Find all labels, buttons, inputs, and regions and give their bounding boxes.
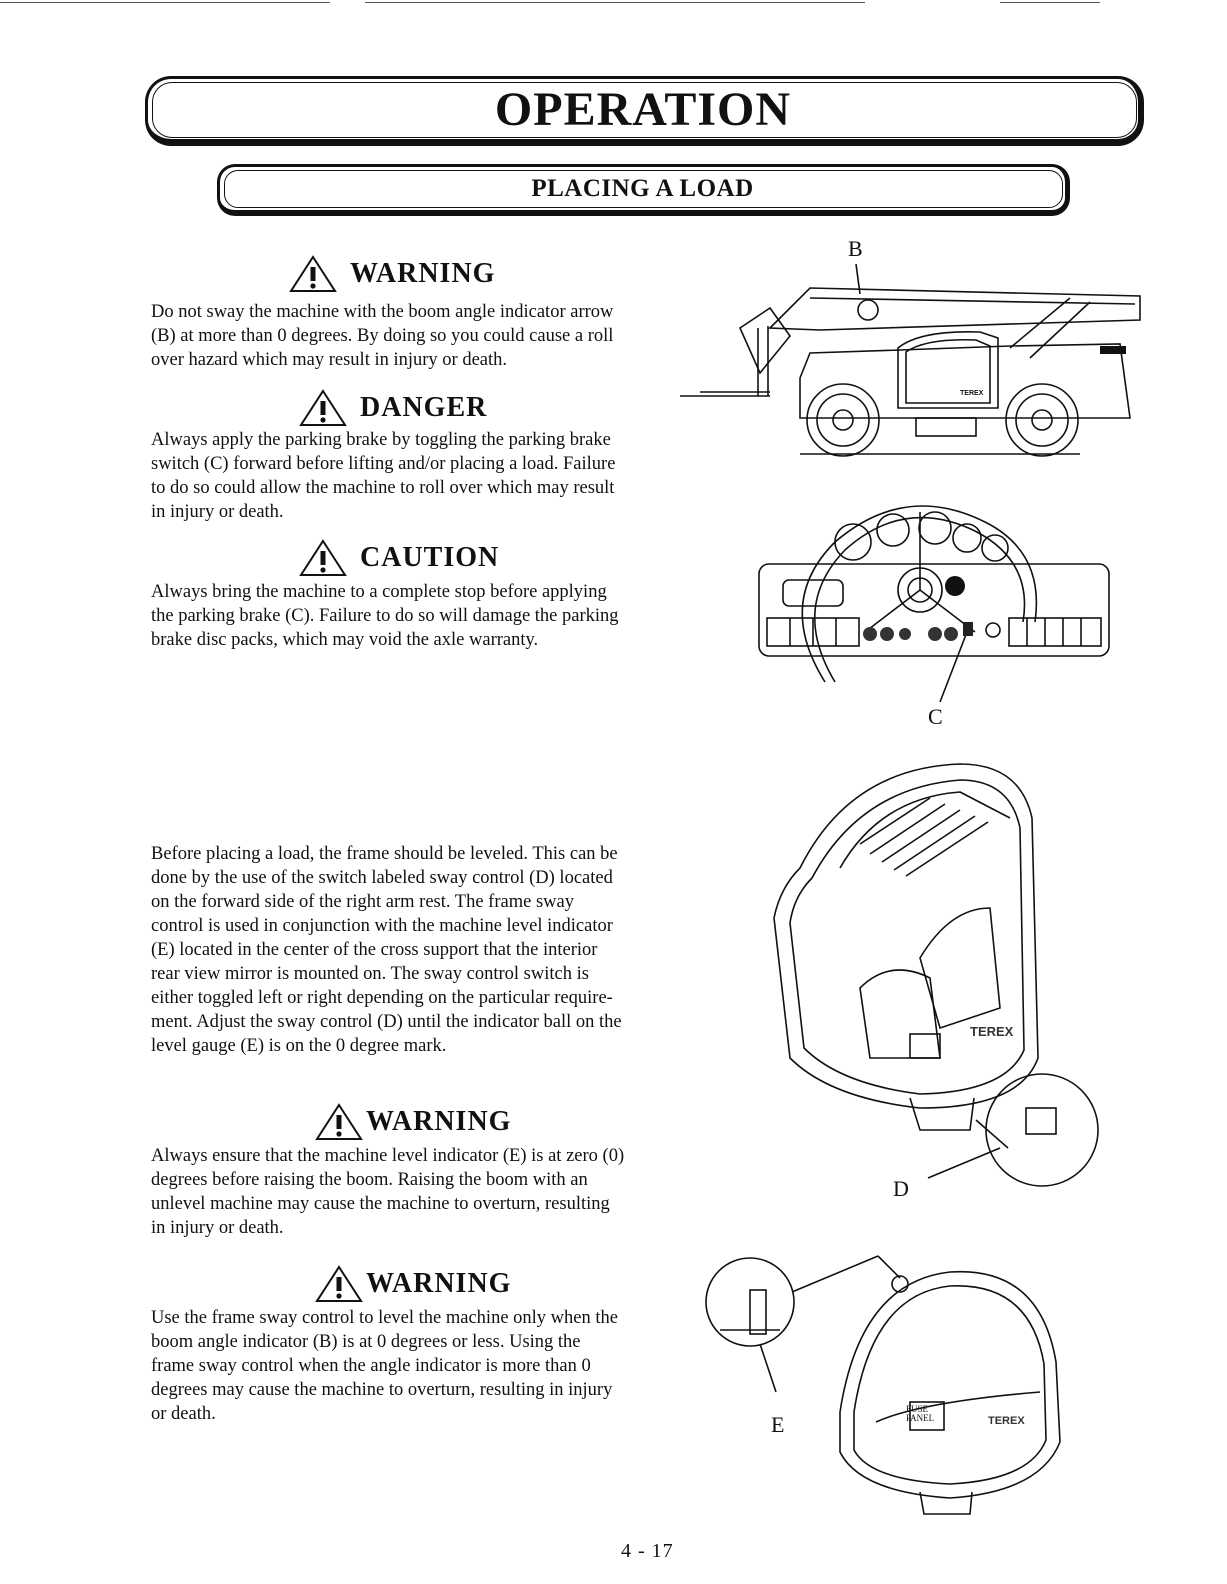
caution-text: Always bring the machine to a complete stop before applying the parking brake (C). Failure to do so will damage the parking brake disc packs, which may void the axle warranty. [151, 582, 619, 650]
subsection-title: PLACING A LOAD [531, 174, 754, 202]
warning-heading-3 [314, 1264, 511, 1304]
cab-level-illustration [700, 1252, 1070, 1522]
panel-label: PANEL [906, 1413, 935, 1423]
machine-brand-label: TEREX [960, 390, 984, 397]
caution-heading [298, 538, 499, 578]
warning-text-2: Always ensure that the machine level indicator (E) is at zero (0) degrees before raising the boom. Raising the boom with an unlevel machine may cause the machine to overturn, resulting in injury or death. [151, 1146, 625, 1238]
top-edge-line [1000, 2, 1100, 3]
danger-heading [298, 388, 487, 428]
warning-heading-2 [314, 1102, 511, 1142]
callout-d: D [893, 1176, 909, 1201]
warning-heading-1 [288, 254, 495, 294]
body-paragraph: Before placing a load, the frame should be leveled. This can be done by the use of the switch labeled sway control (D) located on the forward side of the right arm rest. The frame sway control is used in conjunction with the machine level indicator (E) located in the center of the cross support that the interior rear view mirror is mounted on. The sway control switch is either toggled left or right depending on the particular require- ment. Adjust the sway control (D) until the indicator ball on the level gauge (E) is on the 0 degree mark. [151, 844, 622, 1056]
danger-text: Always apply the parking brake by toggling the parking brake switch (C) forward before lifting and/or placing a load. Failure to do so could allow the machine to roll over which may result in injury or death. [151, 430, 616, 522]
heading-text: WARNING [366, 1106, 512, 1137]
warning-text-3: Use the frame sway control to level the machine only when the boom angle indicator (B) is at 0 degrees or less. Using the frame sway control when the angle indicator is more than 0 degrees may cause the machine to overturn, resulting in injury or death. [151, 1308, 618, 1424]
cab-sway-brand-label: TEREX [970, 1024, 1014, 1039]
fuse-label: FUSE [906, 1404, 929, 1414]
dashboard-illustration [755, 482, 1115, 702]
page-number: 4 - 17 [621, 1540, 674, 1562]
subsection-title-banner [217, 164, 1070, 216]
warning-triangle-icon [298, 388, 348, 428]
heading-text: WARNING [366, 1268, 512, 1299]
warning-triangle-icon [314, 1102, 364, 1142]
top-edge-line [0, 2, 330, 3]
warning-text-1: Do not sway the machine with the boom angle indicator arrow (B) at more than 0 degrees. By doing so you could cause a roll over hazard which may result in injury or death. [151, 302, 614, 370]
top-edge-line [365, 2, 865, 3]
callout-e: E [771, 1412, 785, 1437]
section-title: OPERATION [494, 82, 792, 136]
warning-triangle-icon [288, 254, 338, 294]
section-title-banner [145, 76, 1144, 146]
callout-c: C [928, 704, 943, 729]
heading-text: WARNING [350, 258, 496, 289]
cab-level-brand-label: TEREX [988, 1415, 1025, 1427]
machine-illustration [680, 258, 1150, 468]
callout-b: B [848, 236, 863, 261]
heading-text: CAUTION [360, 542, 500, 573]
cab-sway-illustration [770, 758, 1150, 1198]
warning-triangle-icon [314, 1264, 364, 1304]
warning-triangle-icon [298, 538, 348, 578]
heading-text: DANGER [360, 392, 488, 423]
